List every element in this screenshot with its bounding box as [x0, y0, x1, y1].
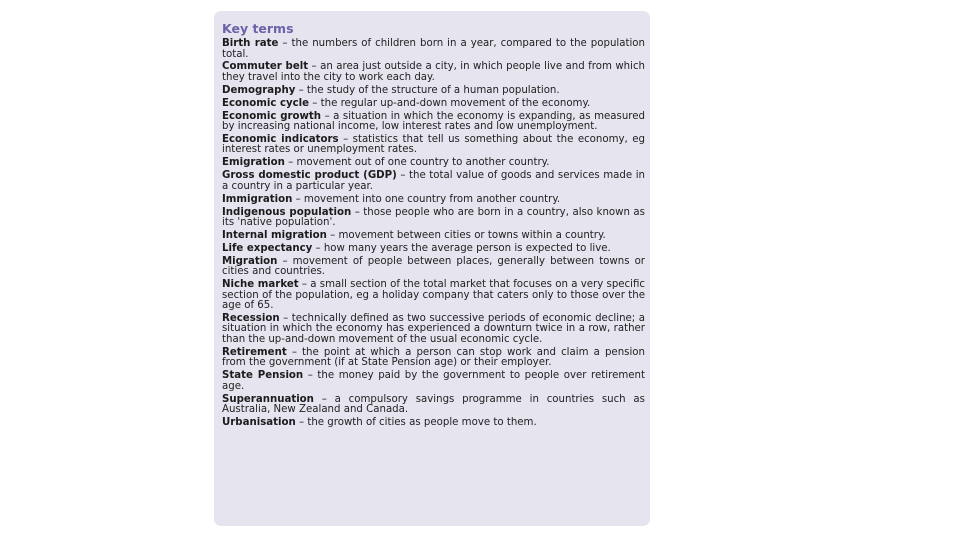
key-terms-list: [222, 39, 645, 429]
key-term-definition: – a compulsory savings programme in countries such as Australia, New Zealand and Canada.: [222, 393, 645, 416]
key-term-definition: – movement of people between places, generally between towns or cities and countries.: [222, 255, 645, 278]
key-term-name: Immigration: [222, 193, 293, 205]
key-term-entry: [222, 280, 645, 312]
key-term-definition: – the total value of goods and services made in a country in a particular year.: [222, 170, 645, 192]
key-term-name: Commuter belt: [222, 61, 309, 73]
key-term-entry: [222, 418, 645, 429]
key-term-definition: – those people who are born in a country, also known as its 'native population'.: [222, 206, 645, 229]
key-term-name: State Pension: [222, 370, 304, 382]
key-term-definition: – a small section of the total market that focuses on a very specific section of the population, eg a holiday company that caters only to those over the age of 65.: [222, 279, 646, 312]
key-term-name: Indigenous population: [222, 206, 352, 218]
key-term-entry: [222, 112, 645, 133]
key-term-definition: – the numbers of children born in a year, compared to the population total.: [222, 38, 646, 60]
key-term-name: Emigration: [222, 157, 285, 169]
key-term-definition: – the growth of cities as people move to them.: [295, 417, 537, 429]
key-terms-title: Key terms: [222, 21, 294, 36]
key-term-name: Niche market: [222, 279, 299, 291]
key-term-entry: [222, 231, 645, 242]
key-term-definition: – the point at which a person can stop work and claim a pension from the government (if at State Pension age) or their employer.: [222, 346, 645, 369]
key-term-entry: [222, 314, 645, 346]
key-term-definition: – an area just outside a city, in which people live and from which they travel into the city to work each day.: [222, 61, 646, 83]
key-term-entry: [222, 371, 645, 392]
key-term-entry: [222, 39, 645, 60]
key-term-definition: – the money paid by the government to people over retirement age.: [222, 370, 645, 392]
key-term-definition: – statistics that tell us something about the economy, eg interest rates or unemployment rates.: [222, 133, 646, 156]
key-term-entry: [222, 244, 645, 255]
key-term-entry: [222, 86, 645, 97]
key-term-definition: – the regular up-and-down movement of the economy.: [309, 97, 591, 109]
key-term-entry: [222, 158, 645, 169]
key-term-entry: [222, 195, 645, 206]
key-term-name: Gross domestic product (GDP): [222, 170, 397, 182]
key-term-definition: – how many years the average person is expected to live.: [312, 242, 611, 254]
key-term-name: Demography: [222, 84, 296, 96]
key-term-entry: [222, 395, 645, 416]
key-term-definition: – movement between cities or towns within a country.: [326, 229, 606, 241]
key-term-definition: – the study of the structure of a human population.: [295, 84, 560, 96]
key-term-name: Economic growth: [222, 110, 322, 122]
key-term-entry: [222, 99, 645, 110]
key-term-name: Economic indicators: [222, 133, 339, 145]
key-term-entry: [222, 348, 645, 369]
key-term-name: Retirement: [222, 346, 287, 358]
key-term-entry: [222, 62, 645, 83]
key-term-entry: [222, 135, 645, 156]
key-term-entry: [222, 257, 645, 278]
key-term-definition: – movement into one country from another country.: [292, 193, 561, 205]
key-term-definition: – technically defined as two successive periods of economic decline; a situation in which the economy has experienced a downturn twice in a row, rather than the up-and-down movement of the usual economic cycle.: [222, 312, 645, 345]
key-term-name: Superannuation: [222, 393, 314, 405]
key-term-entry: [222, 208, 645, 229]
key-term-name: Life expectancy: [222, 242, 313, 254]
key-term-name: Economic cycle: [222, 97, 310, 109]
key-term-name: Internal migration: [222, 229, 327, 241]
key-term-definition: – movement out of one country to another country.: [284, 157, 550, 169]
key-term-definition: – a situation in which the economy is expanding, as measured by increasing national income, low interest rates and low unemployment.: [222, 110, 646, 133]
key-term-name: Birth rate: [222, 38, 279, 49]
key-terms-panel: [214, 11, 650, 526]
key-term-name: Recession: [222, 312, 280, 324]
key-term-name: Migration: [222, 255, 278, 267]
key-term-name: Urbanisation: [222, 417, 296, 429]
key-term-entry: [222, 171, 645, 192]
